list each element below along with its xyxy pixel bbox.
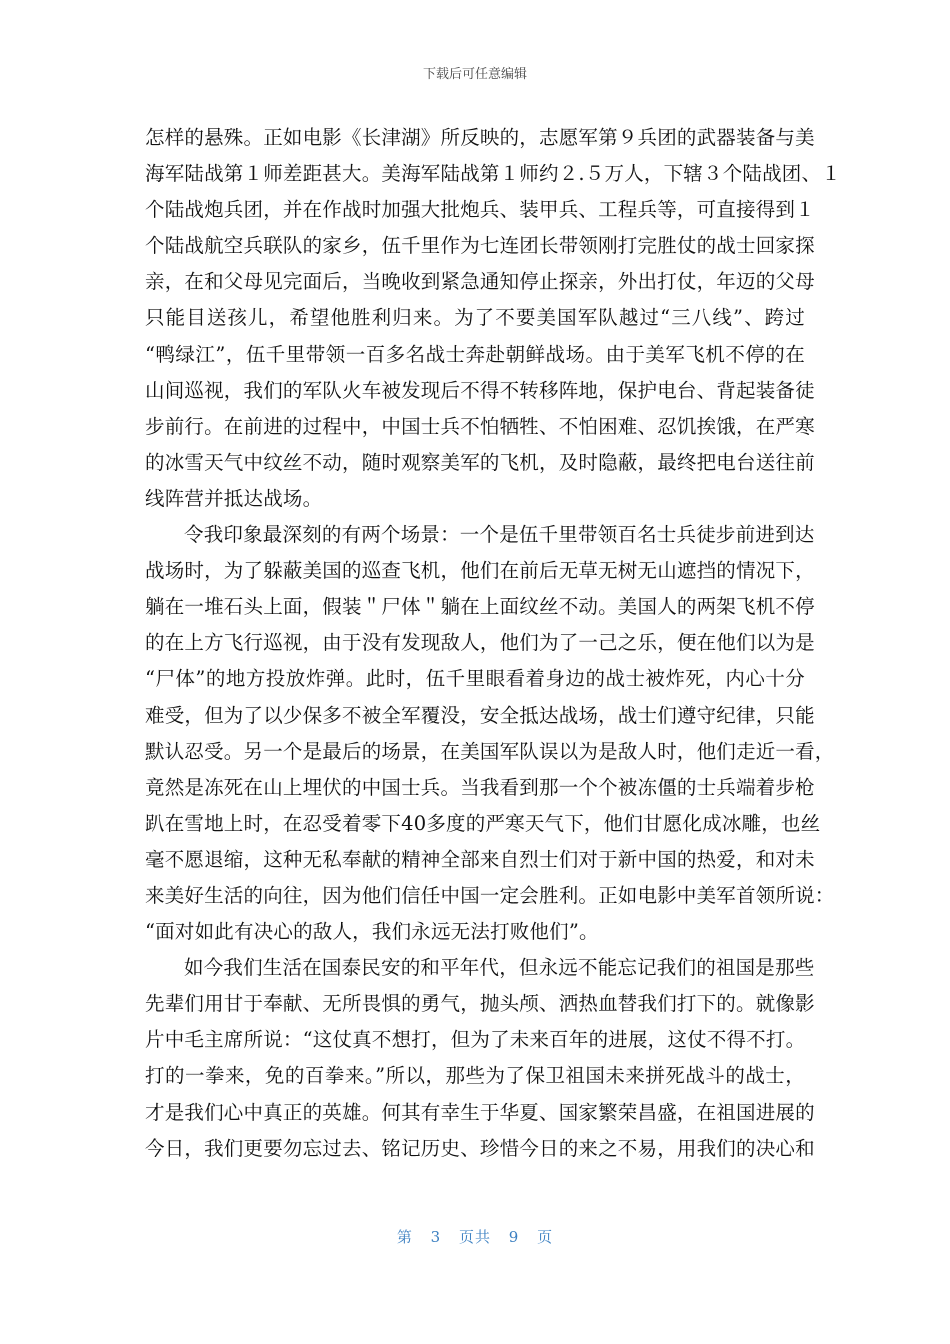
text-line: 打的一拳来，免的百拳来。”所以，那些为了保卫祖国未来拼死战斗的战士， (145, 1064, 805, 1088)
footer-total-pages: 9 (508, 1228, 520, 1246)
text-line: 来美好生活的向往，因为他们信任中国一定会胜利。正如电影中美军首领所说： (145, 883, 835, 907)
footer-page-number: 3 (430, 1228, 442, 1246)
text-line: 才是我们心中真正的英雄。何其有幸生于华夏、国家繁荣昌盛，在祖国进展的 (145, 1100, 815, 1124)
text-line: 的冰雪天气中纹丝不动，随时观察美军的飞机，及时隐蔽，最终把电台送往前 (145, 450, 815, 474)
text-line: 怎样的悬殊。正如电影《长津湖》所反映的，志愿军第９兵团的武器装备与美 (145, 126, 815, 149)
text-line: “鸭绿江”，伍千里带领一百多名战士奔赴朝鲜战场。由于美军飞机不停的在 (145, 342, 805, 366)
text-line: 先辈们用甘于奉献、无所畏惧的勇气，抛头颅、洒热血替我们打下的。就像影 (145, 992, 815, 1016)
text-line: 个陆战航空兵联队的家乡，伍千里作为七连团长带领刚打完胜仗的战士回家探 (145, 234, 815, 258)
text-line: 的在上方飞行巡视，由于没有发现敌人，他们为了一己之乐，便在他们以为是 (145, 631, 815, 655)
text-line: 片中毛主席所说：“这仗真不想打，但为了未来百年的进展，这仗不得不打。 (145, 1028, 806, 1052)
text-line: 海军陆战第１师差距甚大。美海军陆战第１师约２.５万人，下辖３个陆战团、１ (145, 162, 841, 186)
page-footer (0, 1226, 950, 1248)
text-line: “尸体”的地方投放炸弹。此时，伍千里眼看着身边的战士被炸死，内心十分 (145, 667, 805, 691)
text-line: 步前行。在前进的过程中，中国士兵不怕牺牲、不怕困难、忍饥挨饿，在严寒 (145, 414, 815, 438)
paragraph-start-line: 令我印象最深刻的有两个场景：一个是伍千里带领百名士兵徒步前进到达 (184, 523, 815, 547)
footer-suffix: 页 (537, 1228, 554, 1246)
text-line: “面对如此有决心的敌人，我们永远无法打败他们”。 (145, 920, 599, 944)
text-line: 难受，但为了以少保多不被全军覆没，安全抵达战场，战士们遵守纪律，只能 (145, 703, 815, 727)
text-line: 只能目送孩儿，希望他胜利归来。为了不要美国军队越过“三八线”、跨过 (145, 306, 805, 330)
text-line: 趴在雪地上时，在忍受着零下40多度的严寒天气下，他们甘愿化成冰雕，也丝 (145, 811, 821, 835)
body-text (145, 120, 841, 1167)
text-line: 躺在一堆石头上面，假装＂尸体＂躺在上面纹丝不动。美国人的两架飞机不停 (145, 595, 815, 619)
text-line: 毫不愿退缩，这种无私奉献的精神全部来自烈士们对于新中国的热爱，和对未 (145, 847, 815, 871)
text-line: 个陆战炮兵团，并在作战时加强大批炮兵、装甲兵、工程兵等，可直接得到１ (145, 198, 815, 222)
text-line: 战场时，为了躲蔽美国的巡查飞机，他们在前后无草无树无山遮挡的情况下， (145, 559, 815, 583)
text-line: 线阵营并抵达战场。 (145, 486, 323, 510)
text-line: 山间巡视，我们的军队火车被发现后不得不转移阵地，保护电台、背起装备徒 (145, 378, 815, 402)
paragraph-start-line: 如今我们生活在国泰民安的和平年代，但永远不能忘记我们的祖国是那些 (184, 956, 815, 980)
text-line: 亲，在和父母见完面后，当晚收到紧急通知停止探亲，外出打仗，年迈的父母 (145, 270, 815, 294)
text-line: 今日，我们更要勿忘过去、铭记历史、珍惜今日的来之不易，用我们的决心和 (145, 1136, 815, 1160)
footer-middle: 页共 (458, 1228, 491, 1246)
text-line: 默认忍受。另一个是最后的场景，在美国军队误以为是敌人时，他们走近一看， (145, 739, 835, 763)
footer-prefix: 第 (396, 1228, 413, 1246)
text-line: 竟然是冻死在山上埋伏的中国士兵。当我看到那一个个被冻僵的士兵端着步枪 (145, 775, 815, 799)
page-header: 下载后可任意编辑 (422, 67, 527, 82)
